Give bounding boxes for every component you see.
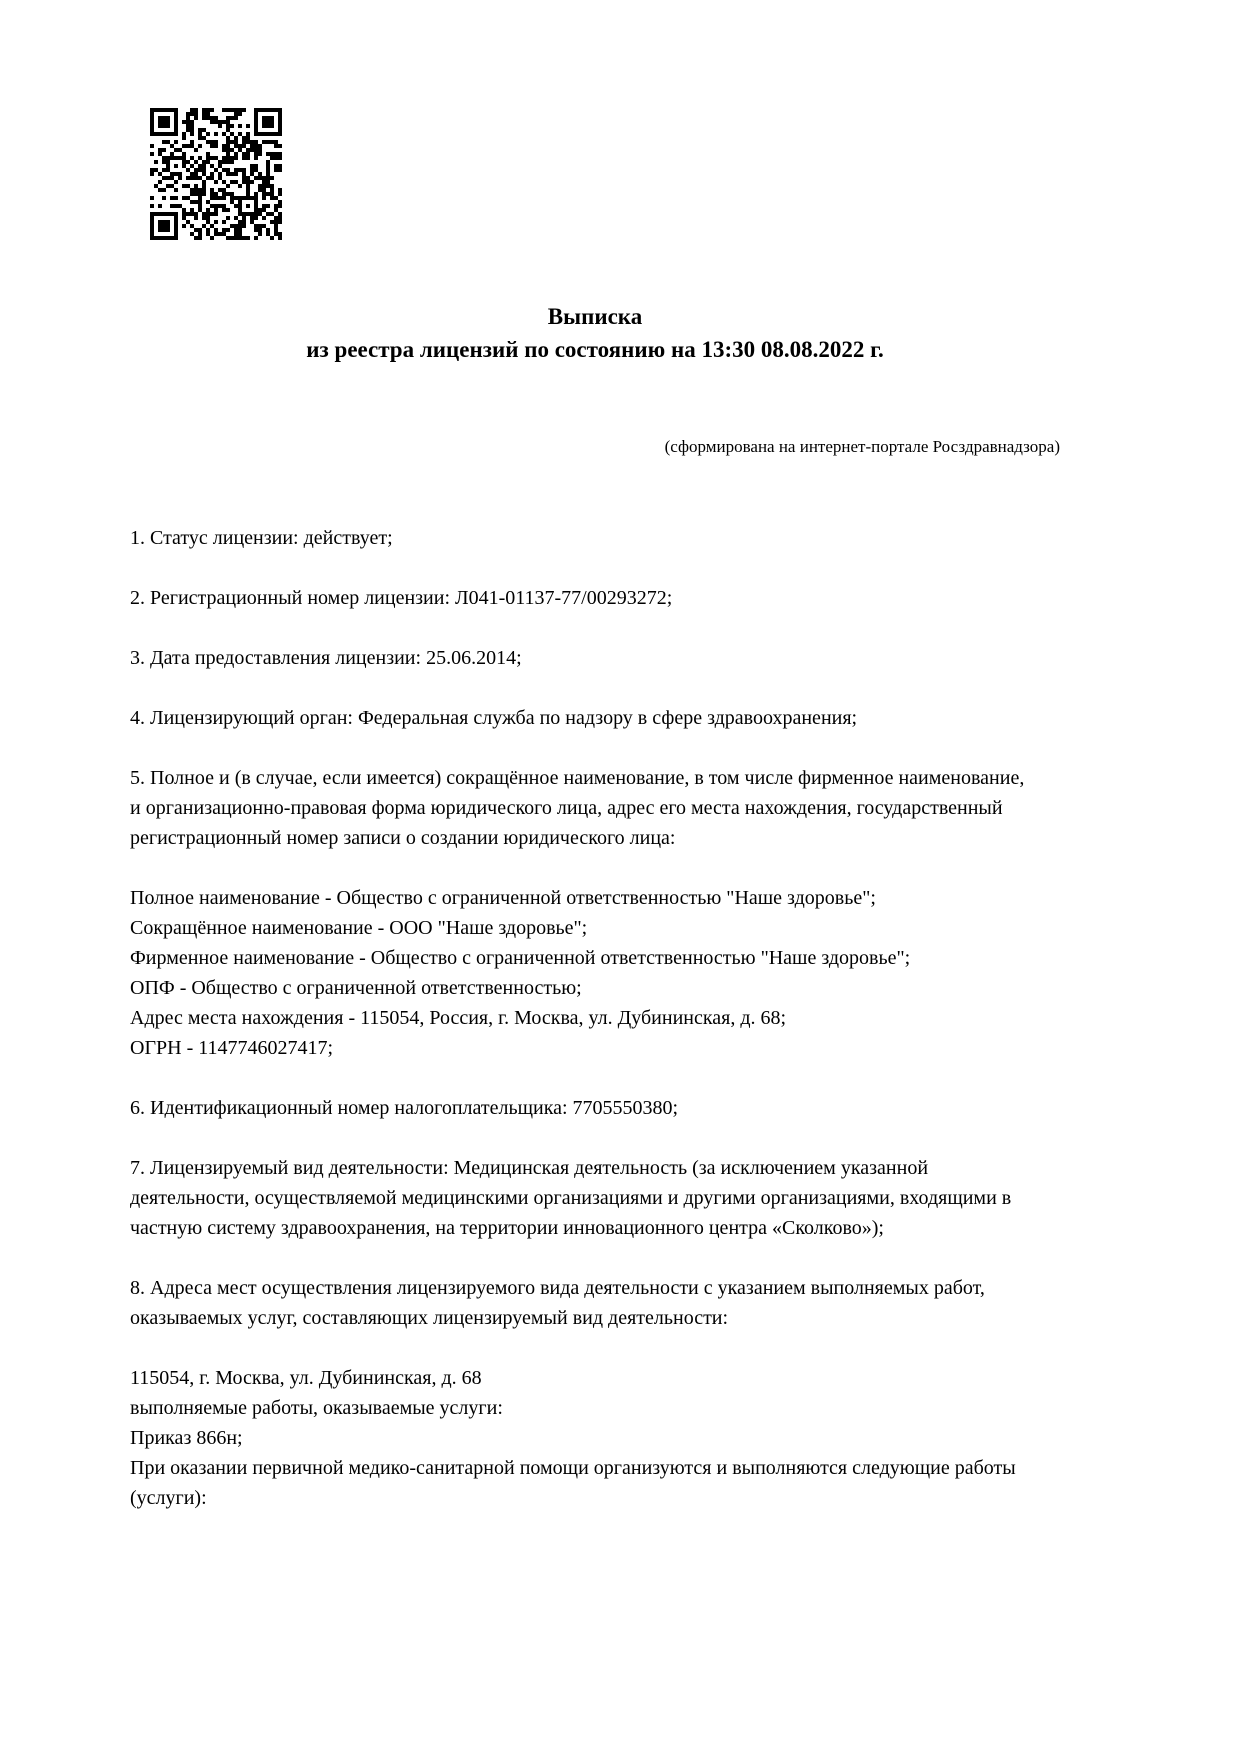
- paragraph-line: 7. Лицензируемый вид деятельности: Медицинская деятельность (за исключением указанной деятельности, осуществляемой медицинскими организациями и другими организациями, входящими в частную систему здравоохранения, на территории инновационного центра «Сколково»);: [130, 1157, 1012, 1239]
- qr-code-image: [150, 108, 282, 240]
- paragraph-line: 5. Полное и (в случае, если имеется) сокращённое наименование, в том числе фирменное наименование, и организационно-правовая форма юридического лица, адрес его места нахождения, государственный регистрационный номер записи о создании юридического лица:: [130, 767, 1025, 849]
- paragraph: [130, 583, 1030, 613]
- qr-code: [150, 108, 282, 240]
- paragraph: [130, 523, 1030, 553]
- paragraph-line: 6. Идентификационный номер налогоплательщика: 7705550380;: [130, 1097, 679, 1119]
- formation-note: (сформирована на интернет-портале Росздравнадзора): [664, 437, 1060, 456]
- paragraph: [130, 1273, 1030, 1333]
- paragraph: [130, 883, 1030, 1063]
- document-body: [130, 523, 1030, 1543]
- paragraph-line: 8. Адреса мест осуществления лицензируемого вида деятельности с указанием выполняемых работ, оказываемых услуг, составляющих лицензируемый вид деятельности:: [130, 1277, 985, 1329]
- paragraph-line: выполняемые работы, оказываемые услуги:: [130, 1397, 503, 1419]
- paragraph-line: Приказ 866н;: [130, 1427, 243, 1449]
- paragraph-line: 2. Регистрационный номер лицензии: Л041-01137-77/00293272;: [130, 587, 673, 609]
- paragraph: [130, 1093, 1030, 1123]
- paragraph-line: Фирменное наименование - Общество с ограниченной ответственностью "Наше здоровье";: [130, 947, 911, 969]
- document-title: [130, 300, 1060, 366]
- paragraph-line: 3. Дата предоставления лицензии: 25.06.2014;: [130, 647, 522, 669]
- paragraph: [130, 643, 1030, 673]
- paragraph: [130, 1363, 1030, 1513]
- paragraph-line: 4. Лицензирующий орган: Федеральная служба по надзору в сфере здравоохранения;: [130, 707, 858, 729]
- paragraph-line: ОПФ - Общество с ограниченной ответственностью;: [130, 977, 582, 999]
- paragraph-line: При оказании первичной медико-санитарной помощи организуются и выполняются следующие работы (услуги):: [130, 1457, 1016, 1509]
- title-line-1: Выписка: [547, 304, 643, 329]
- paragraph-line: Адрес места нахождения - 115054, Россия, г. Москва, ул. Дубининская, д. 68;: [130, 1007, 787, 1029]
- paragraph-line: Сокращённое наименование - ООО "Наше здоровье";: [130, 917, 588, 939]
- paragraph-line: 1. Статус лицензии: действует;: [130, 527, 393, 549]
- paragraph: [130, 1153, 1030, 1243]
- paragraph-line: Полное наименование - Общество с ограниченной ответственностью "Наше здоровье";: [130, 887, 876, 909]
- paragraph: [130, 703, 1030, 733]
- paragraph-line: 115054, г. Москва, ул. Дубининская, д. 68: [130, 1367, 482, 1389]
- paragraph: [130, 763, 1030, 853]
- paragraph-line: ОГРН - 1147746027417;: [130, 1037, 334, 1059]
- title-line-2: из реестра лицензий по состоянию на 13:30 08.08.2022 г.: [306, 337, 884, 362]
